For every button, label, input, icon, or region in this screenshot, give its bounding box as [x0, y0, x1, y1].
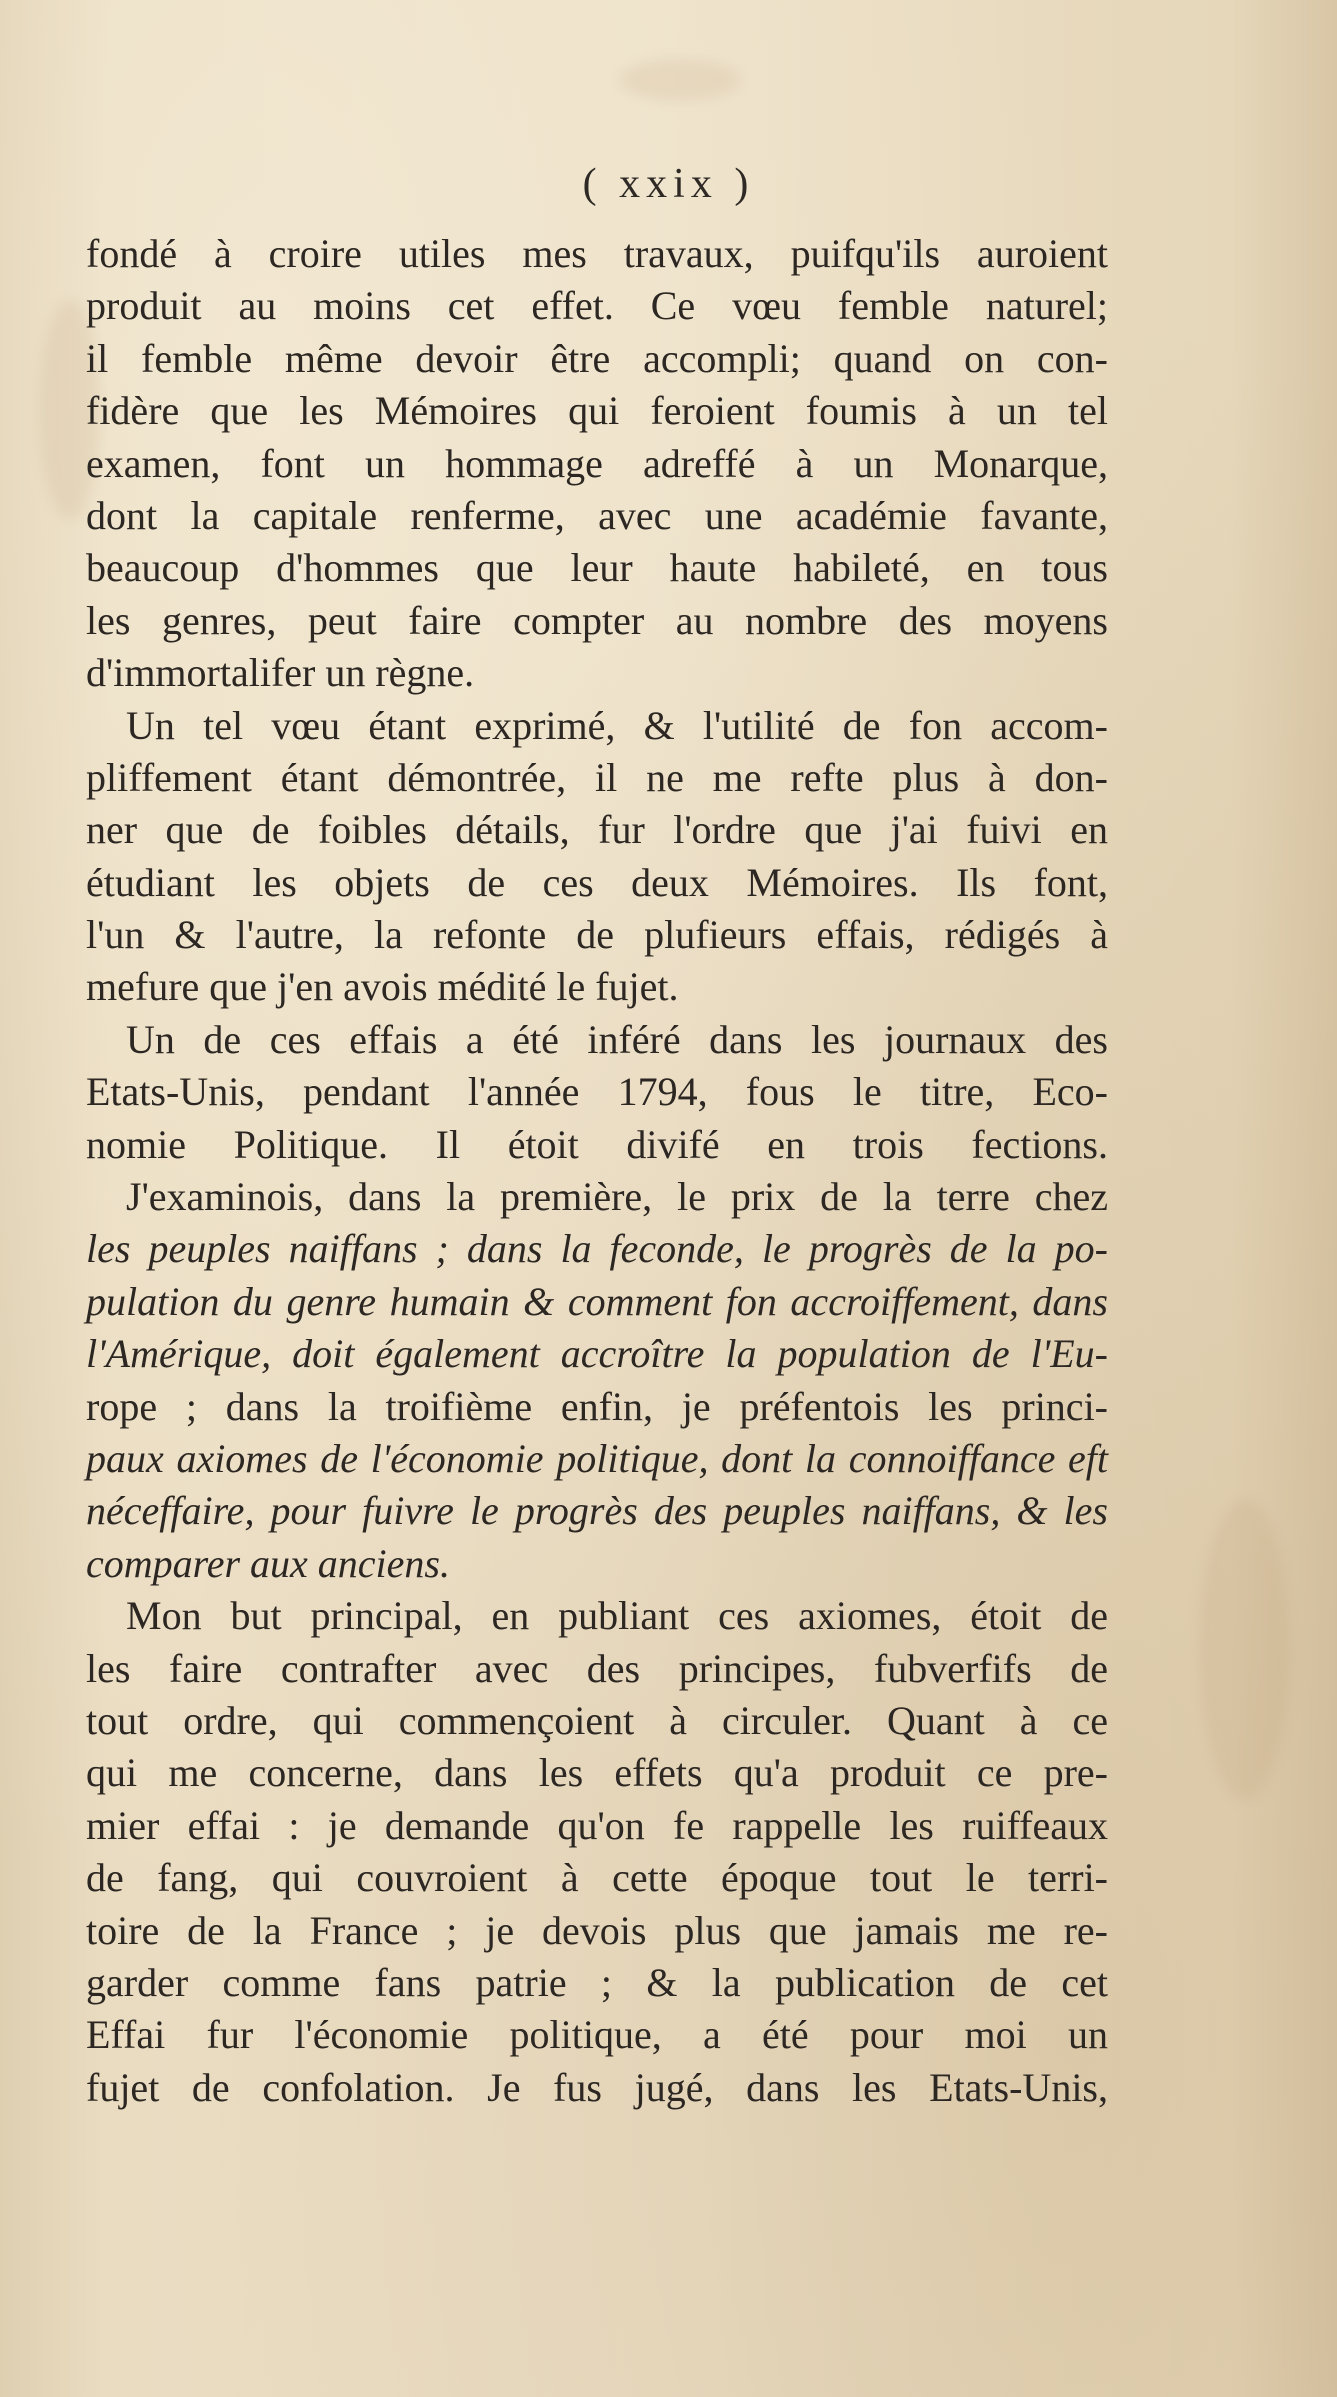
text-line: il femble même devoir être accompli; quand on con-: [86, 335, 1108, 381]
text-line: Un de ces effais a été inféré dans les journaux des: [126, 1016, 1108, 1062]
text-line: dont la capitale renferme, avec une académie favante,: [86, 492, 1108, 538]
text-line: les genres, peut faire compter au nombre des moyens: [86, 597, 1108, 643]
text-line: beaucoup d'hommes que leur haute habileté, en tous: [86, 545, 1108, 591]
text-line: fondé à croire utiles mes travaux, puifqu'ils auroient: [86, 231, 1108, 276]
text-line: d'immortalifer un règne.: [86, 650, 475, 696]
text-line: fujet de confolation. Je fus jugé, dans les Etats-Unis,: [86, 2064, 1108, 2110]
text-line: produit au moins cet effet. Ce vœu femble naturel;: [86, 283, 1108, 329]
text-line: tout ordre, qui commençoient à circuler. Quant à ce: [86, 1697, 1108, 1743]
text-line: ner que de foibles détails, fur l'ordre que j'ai fuivi en: [86, 807, 1108, 853]
text-line: Mon but principal, en publiant ces axiomes, étoit de: [126, 1593, 1108, 1639]
text-line: J'examinois, dans la première, le prix de la terre chez: [126, 1174, 1108, 1220]
text-line: pulation du genre humain & comment fon accroiffement, dans: [86, 1278, 1108, 1324]
text-line: garder comme fans patrie ; & la publication de cet: [86, 1959, 1108, 2005]
text-line: examen, font un hommage adreffé à un Monarque,: [86, 440, 1108, 486]
text-line: paux axiomes de l'économie politique, dont la connoiffance eft: [86, 1435, 1108, 1481]
text-line: fidère que les Mémoires qui feroient foumis à un tel: [86, 388, 1108, 434]
text-line: qui me concerne, dans les effets qu'a produit ce pre-: [86, 1750, 1108, 1796]
text-line: néceffaire, pour fuivre le progrès des peuples naiffans, & les: [86, 1488, 1108, 1534]
text-line: l'Amérique, doit également accroître la population de l'Eu-: [86, 1331, 1108, 1377]
text-line: Un tel vœu étant exprimé, & l'utilité de fon accom-: [126, 702, 1108, 748]
text-line: l'un & l'autre, la refonte de plufieurs effais, rédigés à: [86, 912, 1108, 958]
page-number-header: ( xxix ): [582, 161, 755, 207]
text-line: comparer aux anciens.: [86, 1540, 450, 1586]
text-line: de fang, qui couvroient à cette époque tout le terri-: [86, 1855, 1108, 1901]
text-line: mefure que j'en avois médité le fujet.: [86, 964, 679, 1010]
text-line: pliffement étant démontrée, il ne me refte plus à don-: [86, 754, 1108, 800]
text-line: nomie Politique. Il étoit divifé en trois fections.: [86, 1121, 1108, 1167]
text-line: étudiant les objets de ces deux Mémoires. Ils font,: [86, 859, 1108, 905]
text-line: Etats-Unis, pendant l'année 1794, fous le titre, Eco-: [86, 1069, 1108, 1115]
text-line: mier effai : je demande qu'on fe rappelle les ruiffeaux: [86, 1802, 1108, 1848]
text-line: les faire contrafter avec des principes, fubverfifs de: [86, 1645, 1108, 1691]
text-line: rope ; dans la troifième enfin, je préfentois les princi-: [86, 1383, 1108, 1429]
text-line: les peuples naiffans ; dans la feconde, le progrès de la po-: [86, 1226, 1108, 1272]
text-line: Effai fur l'économie politique, a été pour moi un: [86, 2012, 1108, 2058]
text-line: toire de la France ; je devois plus que jamais me re-: [86, 1907, 1108, 1953]
body-text: [86, 228, 1108, 2114]
